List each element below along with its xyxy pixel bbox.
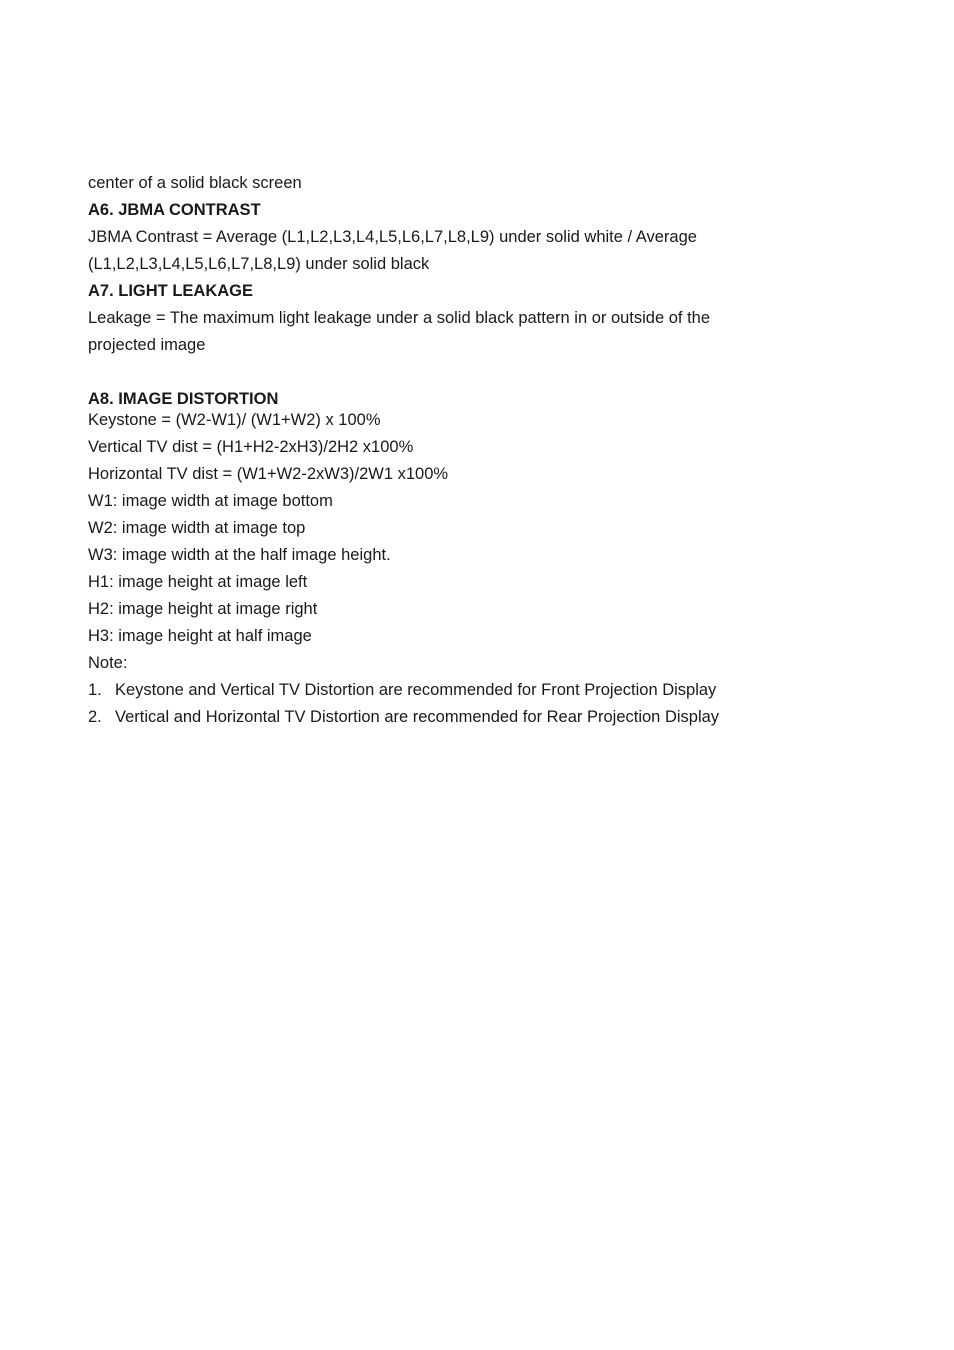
section-heading-a8: A8. IMAGE DISTORTION xyxy=(88,390,279,408)
a6-line-1: JBMA Contrast = Average (L1,L2,L3,L4,L5,L6,L7,L8,L9) under solid white / Average xyxy=(88,228,697,246)
note-item xyxy=(88,677,868,704)
a8-def-w2: W2: image width at image top xyxy=(88,519,306,537)
note-item xyxy=(88,704,868,731)
section-heading-a6: A6. JBMA CONTRAST xyxy=(88,201,261,219)
a8-def-h1: H1: image height at image left xyxy=(88,573,308,591)
a8-def-w1: W1: image width at image bottom xyxy=(88,492,333,510)
a8-def-h3: H3: image height at half image xyxy=(88,627,312,645)
continuation-text: center of a solid black screen xyxy=(88,174,302,192)
note-list xyxy=(88,677,868,731)
a8-keystone-formula: Keystone = (W2-W1)/ (W1+W2) x 100% xyxy=(88,411,381,429)
a8-vertical-tv-formula: Vertical TV dist = (H1+H2-2xH3)/2H2 x100% xyxy=(88,438,414,456)
note-number: 2. xyxy=(88,708,102,726)
section-spacer xyxy=(88,359,868,386)
note-text: Keystone and Vertical TV Distortion are recommended for Front Projection Display xyxy=(115,681,717,699)
a8-def-h2: H2: image height at image right xyxy=(88,600,318,618)
note-number: 1. xyxy=(88,681,102,699)
document-body xyxy=(88,170,868,731)
a8-note-label: Note: xyxy=(88,654,128,672)
a8-horizontal-tv-formula: Horizontal TV dist = (W1+W2-2xW3)/2W1 x100% xyxy=(88,465,449,483)
a6-line-2: (L1,L2,L3,L4,L5,L6,L7,L8,L9) under solid black xyxy=(88,255,430,273)
section-heading-a7: A7. LIGHT LEAKAGE xyxy=(88,282,254,300)
a7-line-1: Leakage = The maximum light leakage under a solid black pattern in or outside of the xyxy=(88,309,711,327)
a8-def-w3: W3: image width at the half image height. xyxy=(88,546,391,564)
note-text: Vertical and Horizontal TV Distortion are recommended for Rear Projection Display xyxy=(115,708,720,726)
a7-line-2: projected image xyxy=(88,336,206,354)
